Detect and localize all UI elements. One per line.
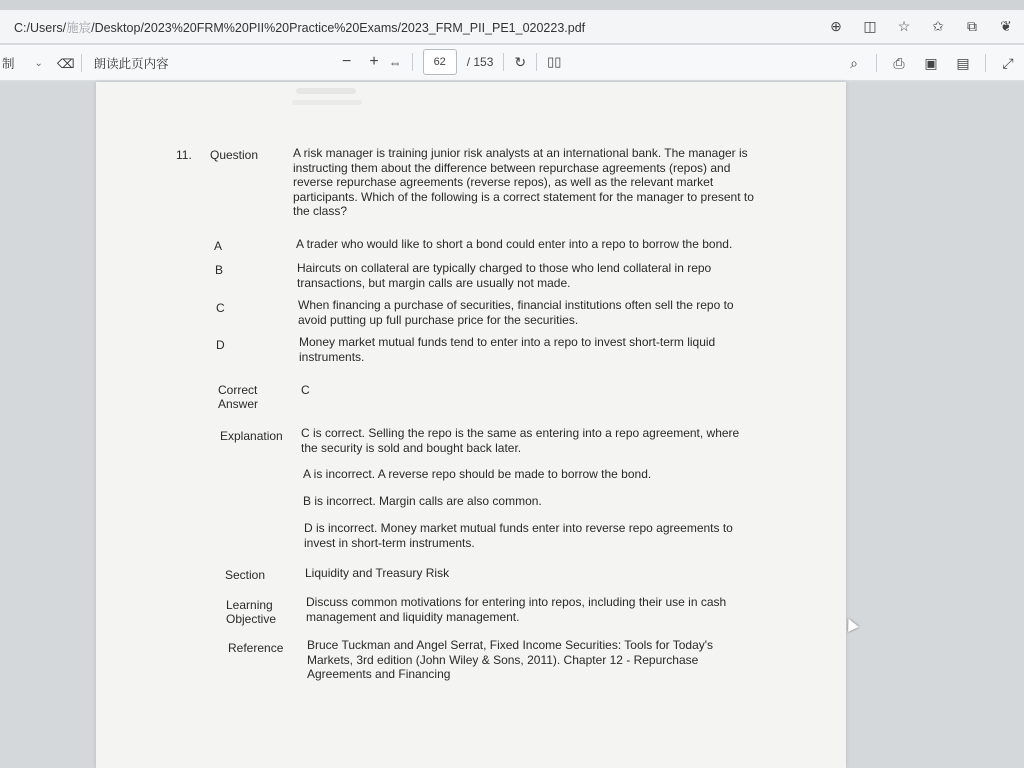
learning-objective-label: Learning Objective (226, 598, 277, 626)
eraser-icon[interactable]: ⌫ (56, 56, 75, 71)
header-blur (296, 88, 356, 94)
split-screen-icon[interactable]: ◫ (863, 17, 877, 34)
reference-value: Bruce Tuckman and Angel Serrat, Fixed Income Securities: Tools for Today's Markets, 3rd edition (John Wiley & Sons, 2011). Chapter 12 - Repurchase Agreements and Financing (307, 638, 714, 681)
zoom-in-button[interactable]: + (369, 53, 379, 70)
explanation-d: D is incorrect. Money market mutual funds enter into reverse repo agreements to invest in short-term instruments. (304, 521, 733, 550)
chevron-down-icon[interactable]: ⌄ (34, 57, 43, 69)
explanation-c: C is correct. Selling the repo is the same as entering into a repo agreement, where the security is sold and bought back later. (301, 426, 740, 455)
question-number: 11. (176, 148, 192, 162)
question-label: Question (210, 148, 259, 162)
draw-label[interactable]: 制 (2, 57, 15, 71)
extensions-icon[interactable]: ❦ (1000, 17, 1012, 34)
option-d-letter: D (216, 338, 225, 352)
header-blur (292, 100, 362, 105)
expand-icon[interactable]: ⤢ (1002, 54, 1014, 71)
section-label: Section (225, 568, 266, 582)
collections-icon[interactable]: ⧉ (967, 17, 977, 34)
option-b-letter: B (215, 263, 224, 277)
save-as-icon[interactable]: ▤ (956, 54, 970, 71)
explanation-b: B is incorrect. Margin calls are also common. (303, 494, 542, 508)
zoom-out-button[interactable]: − (342, 53, 352, 70)
option-b-text: Haircuts on collateral are typically charged to those who lend collateral in repo transactions, but margin calls are usually not made. (297, 261, 712, 290)
reference-label: Reference (228, 641, 284, 655)
favorite-star-icon[interactable]: ☆ (897, 17, 911, 34)
explanation-label: Explanation (220, 429, 283, 443)
page-view-icon[interactable]: ▯▯ (547, 54, 562, 69)
save-icon[interactable]: ▣ (924, 54, 938, 71)
correct-answer-value: C (301, 383, 310, 397)
explanation-a: A is incorrect. A reverse repo should be made to borrow the bond. (303, 467, 652, 481)
zoom-icon[interactable]: ⊕ (830, 17, 842, 34)
learning-objective-value: Discuss common motivations for entering into repos, including their use in cash management and liquidity management. (306, 595, 727, 624)
divider (412, 53, 413, 71)
option-a-text: A trader who would like to short a bond could enter into a repo to borrow the bond. (296, 237, 733, 251)
total-pages: / 153 (466, 55, 494, 69)
print-icon[interactable]: ⎙ (893, 54, 905, 71)
pdf-toolbar (0, 45, 1024, 81)
pdf-viewer[interactable] (0, 82, 1024, 768)
rotate-icon[interactable]: ↻ (514, 53, 527, 70)
question-text: A risk manager is training junior risk analysts at an international bank. The manager is instructing them about the difference between repurchase agreements (repos) and reverse repurchase agreements (reverse repos), as well as the relevant market participants. Which of the following is a correct statement for the manager to present to the class? (293, 146, 754, 218)
pdf-page (96, 82, 846, 768)
divider (985, 54, 986, 72)
option-a-letter: A (214, 239, 223, 253)
fit-page-icon[interactable]: ⇔ (388, 54, 402, 70)
option-c-letter: C (216, 301, 225, 315)
correct-answer-label: Correct Answer (218, 383, 259, 411)
option-c-text: When financing a purchase of securities, financial institutions often sell the repo to avoid putting up full purchase price for the securities. (298, 298, 734, 327)
address-bar[interactable] (0, 10, 1024, 44)
page-number-input[interactable]: 62 (423, 49, 457, 75)
read-aloud-button[interactable]: 朗读此页内容 (93, 57, 169, 71)
divider (876, 54, 877, 72)
url-text[interactable]: C:/Users/施宸/Desktop/2023%20FRM%20PII%20Practice%20Exams/2023_FRM_PII_PE1_020223.pdf (14, 21, 586, 35)
search-icon[interactable]: ⌕ (850, 54, 858, 71)
option-d-text: Money market mutual funds tend to enter into a repo to invest short-term liquid instruments. (299, 335, 716, 364)
divider (536, 53, 537, 71)
divider (81, 54, 82, 72)
favorites-list-icon[interactable]: ✩ (932, 17, 944, 34)
divider (503, 53, 504, 71)
section-value: Liquidity and Treasury Risk (305, 566, 450, 580)
